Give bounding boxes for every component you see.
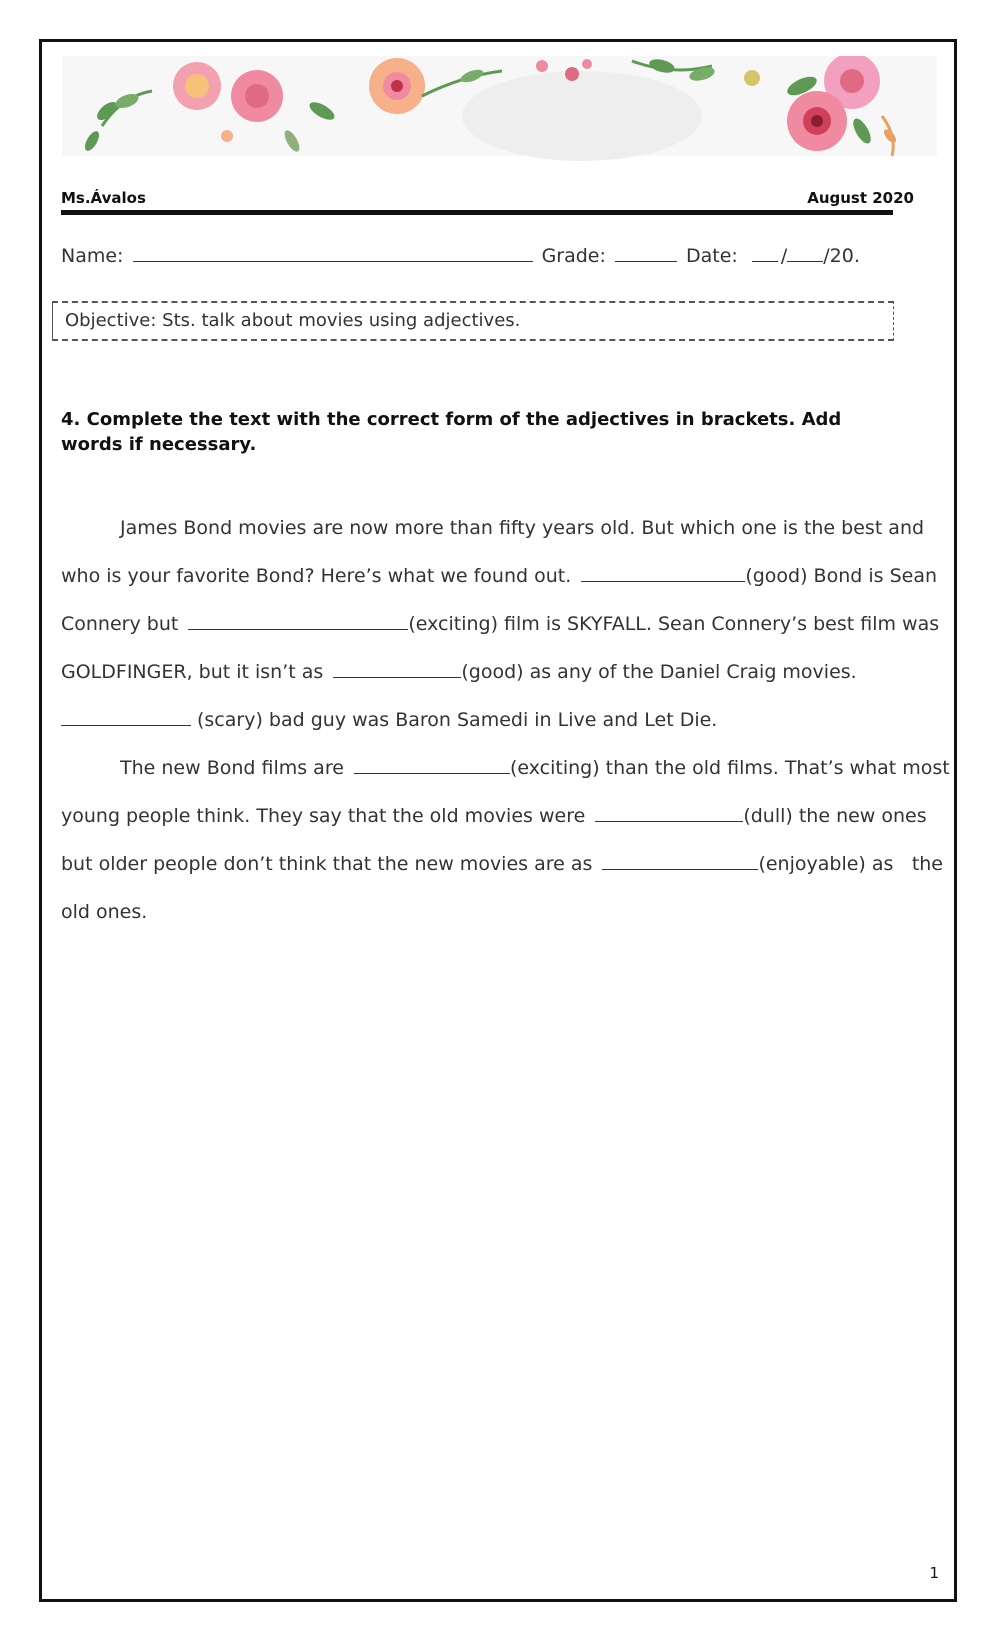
name-label: Name:	[61, 245, 124, 267]
passage-line	[61, 792, 943, 840]
passage-line	[61, 552, 943, 600]
page-number: 1	[929, 1564, 939, 1582]
passage-line	[61, 504, 943, 552]
passage-text: (enjoyable) as	[758, 853, 894, 875]
date-month-blank[interactable]	[787, 260, 823, 262]
header-divider	[61, 210, 893, 215]
grade-blank[interactable]	[615, 260, 677, 262]
header-date: August 2020	[807, 189, 914, 207]
objective-text: Objective: Sts. talk about movies using adjectives.	[65, 310, 521, 331]
answer-blank[interactable]	[354, 772, 510, 774]
name-blank[interactable]	[133, 260, 533, 262]
grade-label: Grade:	[541, 245, 606, 267]
passage-line	[61, 888, 943, 936]
passage-text: (exciting) than the old films. That’s what most	[509, 757, 950, 779]
task-instruction: 4. Complete the text with the correct form of the adjectives in brackets. Add words if necessary.	[61, 409, 842, 455]
reading-passage	[61, 504, 950, 936]
answer-blank[interactable]	[61, 724, 191, 726]
passage-text: (exciting) film is SKYFALL. Sean Connery’s best film was	[408, 613, 940, 635]
passage-line	[61, 696, 943, 744]
answer-blank[interactable]	[602, 868, 758, 870]
objective-box	[52, 301, 894, 341]
student-info-line	[61, 245, 860, 267]
passage-text: the	[911, 853, 943, 875]
passage-text: (scary) bad guy was Baron Samedi in Live and Let Die.	[197, 709, 718, 731]
date-day-blank[interactable]	[752, 260, 778, 262]
passage-text: Connery but	[61, 613, 179, 635]
answer-blank[interactable]	[333, 676, 461, 678]
passage-text: but older people don’t think that the new movies are as	[61, 853, 593, 875]
passage-text: who is your favorite Bond? Here’s what we found out.	[61, 565, 572, 587]
passage-text: old ones.	[61, 901, 148, 923]
teacher-name: Ms.Ávalos	[61, 189, 146, 207]
passage-text: young people think. They say that the old movies were	[61, 805, 586, 827]
date-year-suffix: /20.	[823, 245, 860, 267]
passage-line	[61, 648, 943, 696]
answer-blank[interactable]	[188, 628, 408, 630]
date-label: Date:	[686, 245, 738, 267]
worksheet-page	[39, 39, 957, 1602]
passage-line	[61, 744, 950, 792]
passage-text: The new Bond films are	[120, 757, 344, 779]
passage-text: (dull) the new ones	[743, 805, 927, 827]
passage-text: GOLDFINGER, but it isn’t as	[61, 661, 324, 683]
passage-text: James Bond movies are now more than fifty years old. But which one is the best and	[120, 517, 925, 539]
date-separator: /	[780, 245, 788, 267]
passage-line	[61, 840, 943, 888]
answer-blank[interactable]	[581, 580, 745, 582]
passage-text: (good) as any of the Daniel Craig movies.	[461, 661, 857, 683]
passage-line	[61, 600, 943, 648]
floral-border-icon	[62, 56, 937, 176]
passage-text: (good) Bond is Sean	[745, 565, 938, 587]
answer-blank[interactable]	[595, 820, 743, 822]
